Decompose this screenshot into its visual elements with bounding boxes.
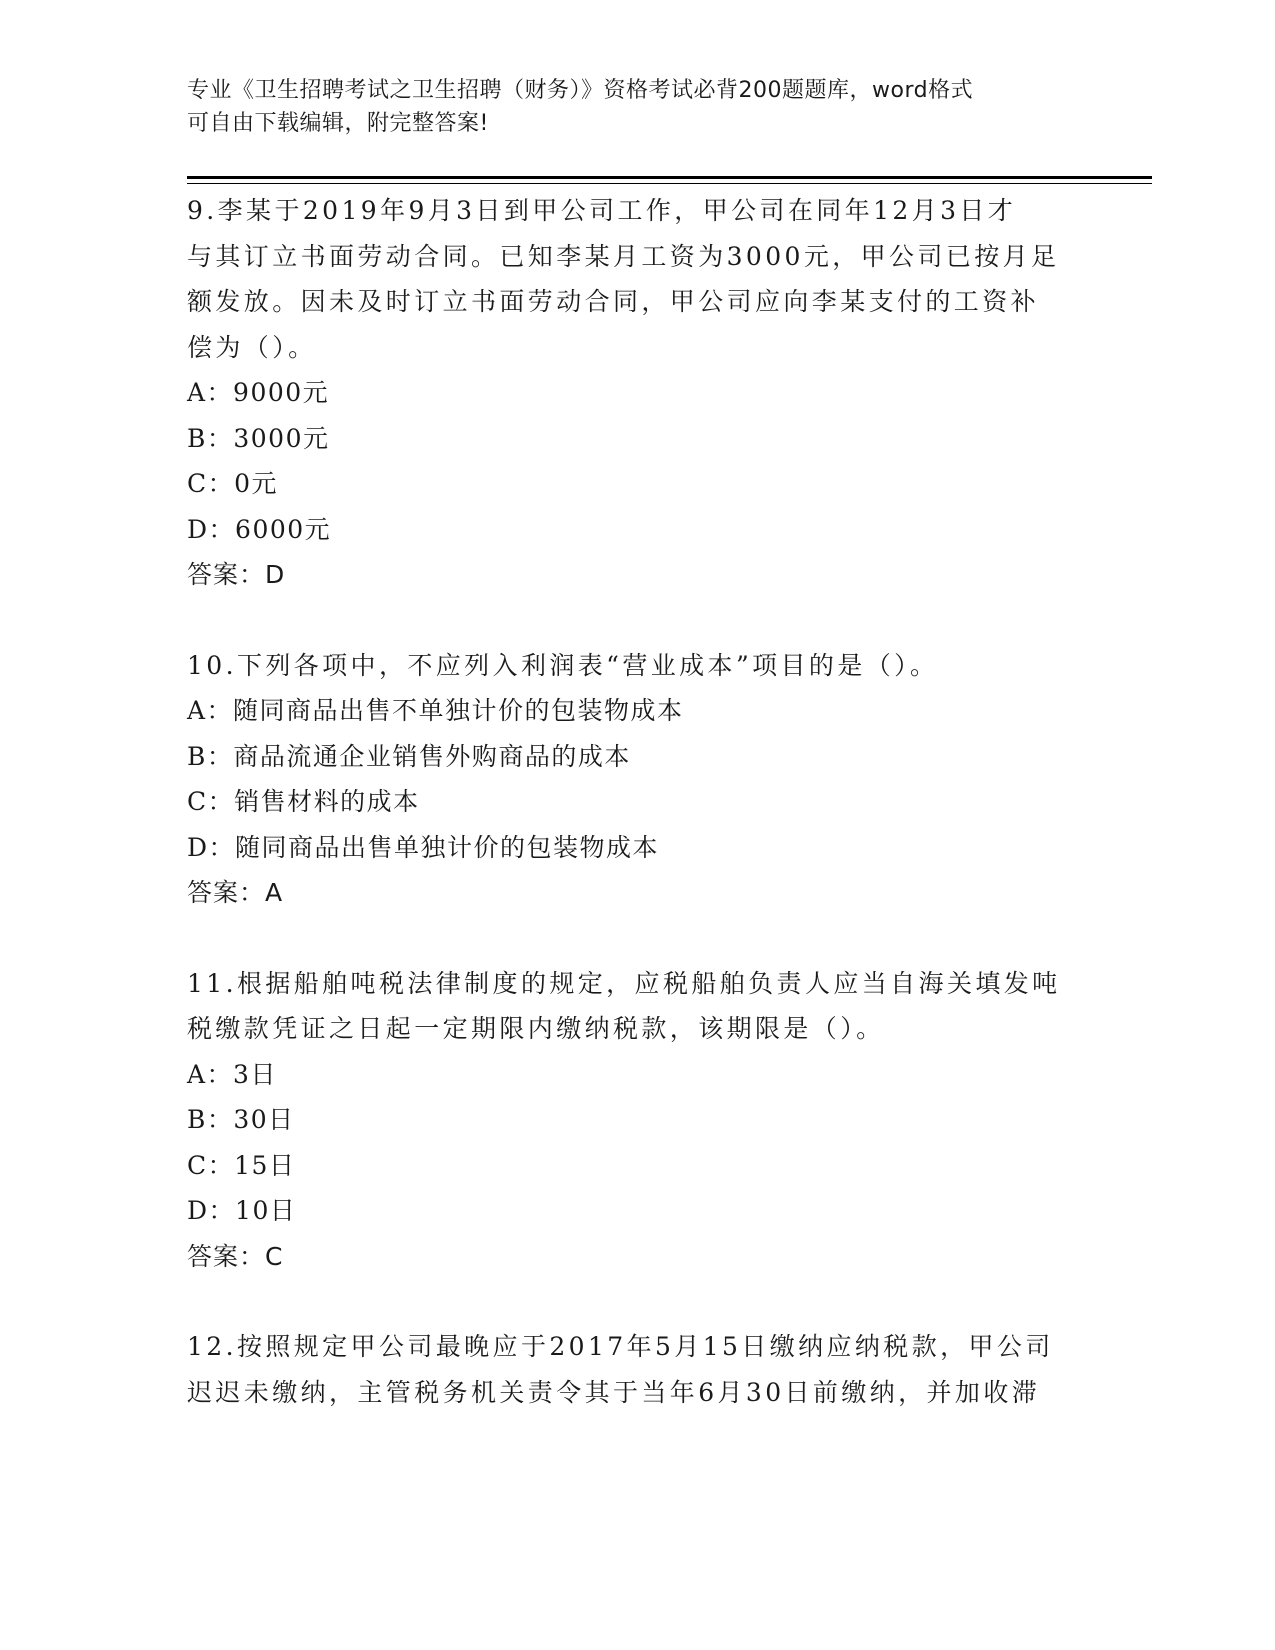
question-block xyxy=(187,961,1087,1280)
question-block xyxy=(187,188,1087,598)
question-stem xyxy=(187,188,1087,370)
header-line-1: 专业《卫生招聘考试之卫生招聘（财务）》资格考试必背200题题库，word格式 xyxy=(187,78,974,103)
option-b: B：商品流通企业销售外购商品的成本 xyxy=(187,741,631,771)
question-line: 12.按照规定甲公司最晚应于2017年5月15日缴纳应纳税款，甲公司 xyxy=(187,1332,1054,1361)
option-a: A：随同商品出售不单独计价的包装物成本 xyxy=(187,696,684,725)
header-divider-thick xyxy=(187,176,1152,179)
question-stem xyxy=(187,961,1087,1052)
option-c: C：15日 xyxy=(187,1150,296,1180)
question-line: 10.下列各项中，不应列入利润表“营业成本”项目的是（）。 xyxy=(187,650,939,680)
question-line: 9.李某于2019年9月3日到甲公司工作，甲公司在同年12月3日才 xyxy=(187,196,1017,225)
option-a: A：9000元 xyxy=(187,378,330,407)
document-header xyxy=(187,74,1067,140)
question-stem xyxy=(187,643,1087,689)
header-divider-thin xyxy=(187,183,1152,184)
answer-line: 答案：A xyxy=(187,878,284,907)
option-c: C：0元 xyxy=(187,469,279,498)
question-list xyxy=(187,188,1087,1415)
option-d: D：6000元 xyxy=(187,514,332,544)
question-block xyxy=(187,1324,1087,1415)
answer-line: 答案：D xyxy=(187,560,286,589)
question-line: 11.根据船舶吨税法律制度的规定，应税船舶负责人应当自海关填发吨 xyxy=(187,968,1061,998)
question-line: 税缴款凭证之日起一定期限内缴纳税款，该期限是（）。 xyxy=(187,1014,885,1043)
question-block xyxy=(187,643,1087,916)
option-b: B：3000元 xyxy=(187,423,330,453)
option-d: D：随同商品出售单独计价的包装物成本 xyxy=(187,832,660,862)
question-stem xyxy=(187,1324,1087,1415)
question-line: 偿为（）。 xyxy=(187,332,317,362)
option-b: B：30日 xyxy=(187,1105,295,1134)
option-a: A：3日 xyxy=(187,1059,277,1089)
header-line-2: 可自由下载编辑，附完整答案! xyxy=(187,111,489,136)
question-line: 迟迟未缴纳，主管税务机关责令其于当年6月30日前缴纳，并加收滞 xyxy=(187,1377,1041,1407)
question-line: 额发放。因未及时订立书面劳动合同，甲公司应向李某支付的工资补 xyxy=(187,287,1040,316)
answer-line: 答案：C xyxy=(187,1241,284,1271)
option-d: D：10日 xyxy=(187,1196,297,1225)
question-line: 与其订立书面劳动合同。已知李某月工资为3000元，甲公司已按月足 xyxy=(187,241,1060,271)
option-c: C：销售材料的成本 xyxy=(187,787,420,816)
